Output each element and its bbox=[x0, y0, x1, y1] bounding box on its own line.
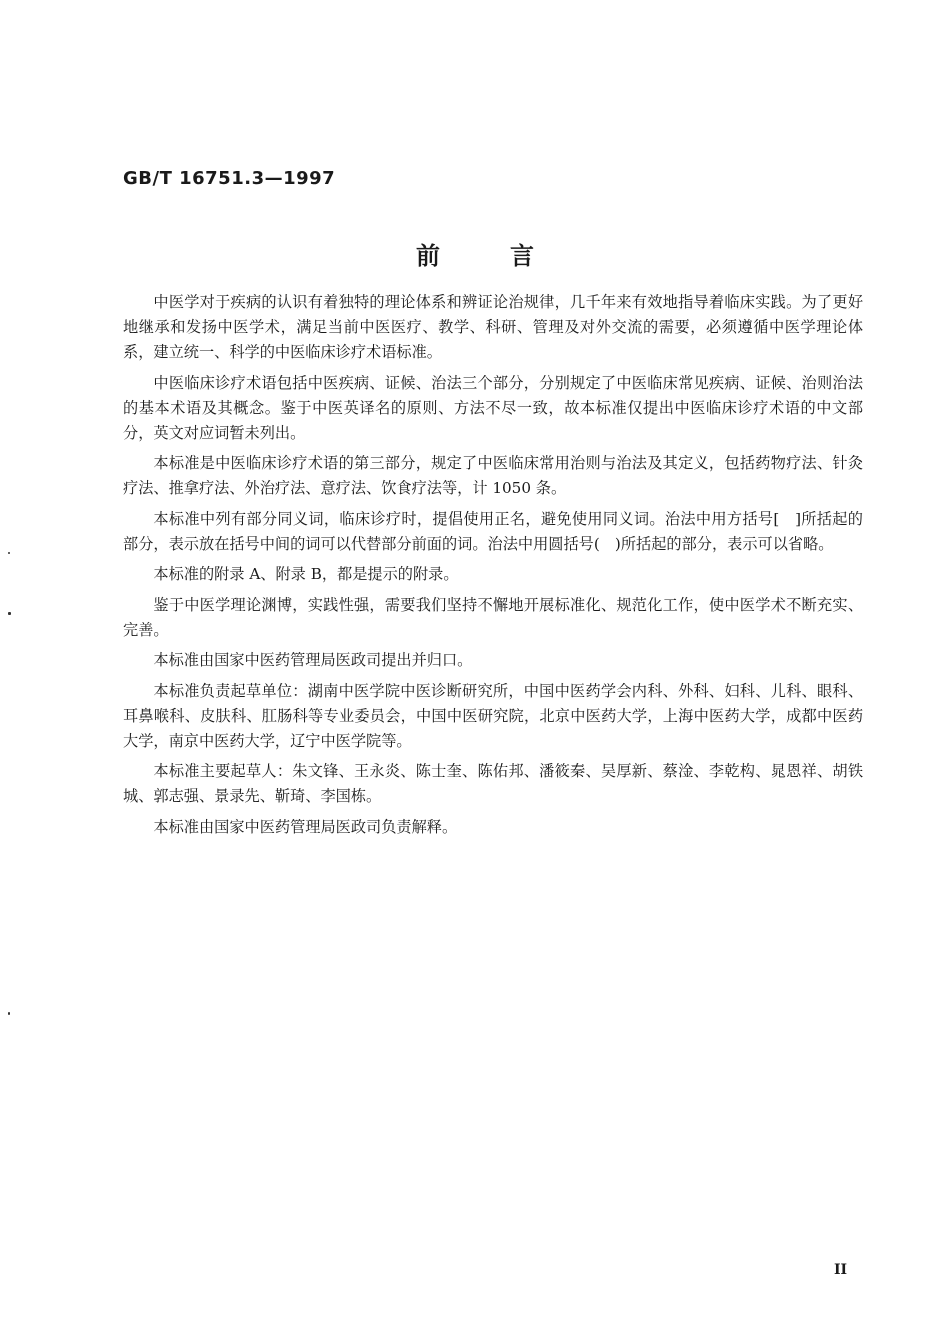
scan-speck bbox=[8, 1012, 10, 1015]
paragraph-interpretation: 本标准由国家中医药管理局医政司负责解释。 bbox=[153, 817, 458, 836]
paragraph-proposer: 本标准由国家中医药管理局医政司提出并归口。 bbox=[153, 651, 473, 669]
paragraph-intro: 中医学对于疾病的认识有着独特的理论体系和辨证论治规律，几千年来有效地指导着临床实践。为了更好地继承和发扬中医学术，满足当前中医医疗、教学、科研、管理及对外交流的需要，必须遵循中医学理论体系，建立统一、科学的中医临床诊疗术语标准。 bbox=[123, 293, 863, 361]
page-title: 前言 bbox=[416, 242, 604, 270]
standard-number: GB/T 16751.3—1997 bbox=[123, 168, 336, 189]
paragraph-part-three: 本标准是中医临床诊疗术语的第三部分，规定了中医临床常用治则与治法及其定义，包括药物疗法、针灸疗法、推拿疗法、外治疗法、意疗法、饮食疗法等，计 1050 条。 bbox=[123, 454, 863, 497]
paragraph-standardization: 鉴于中医学理论渊博，实践性强，需要我们坚持不懈地开展标准化、规范化工作，使中医学术不断充实、完善。 bbox=[123, 595, 863, 639]
paragraph-appendices: 本标准的附录 A、附录 B，都是提示的附录。 bbox=[153, 565, 459, 583]
page-number: II bbox=[834, 1262, 848, 1278]
scan-speck bbox=[8, 612, 11, 615]
paragraph-drafting-units: 本标准负责起草单位：湖南中医学院中医诊断研究所，中国中医药学会内科、外科、妇科、儿科、眼科、耳鼻喉科、皮肤科、肛肠科等专业委员会，中国中医研究院，北京中医药大学，上海中医药大学，成都中医药大学，南京中医药大学，辽宁中医学院等。 bbox=[123, 681, 863, 750]
paragraph-drafters: 本标准主要起草人：朱文锋、王永炎、陈士奎、陈佑邦、潘筱秦、吴厚新、蔡淦、李乾构、晁恩祥、胡铁城、郭志强、景录先、靳琦、李国栋。 bbox=[123, 762, 863, 805]
scan-speck bbox=[8, 552, 10, 554]
paragraph-synonyms: 本标准中列有部分同义词，临床诊疗时，提倡使用正名，避免使用同义词。治法中用方括号[ ]所括起的部分，表示放在括号中间的词可以代替部分前面的词。治法中用圆括号( )所括起的部分，表示可以省略。 bbox=[123, 509, 863, 553]
paragraph-scope: 中医临床诊疗术语包括中医疾病、证候、治法三个部分，分别规定了中医临床常见疾病、证候、治则治法的基本术语及其概念。鉴于中医英译名的原则、方法不尽一致，故本标准仅提出中医临床诊疗术语的中文部分，英文对应词暂未列出。 bbox=[123, 373, 863, 442]
foreword-body bbox=[123, 290, 863, 845]
